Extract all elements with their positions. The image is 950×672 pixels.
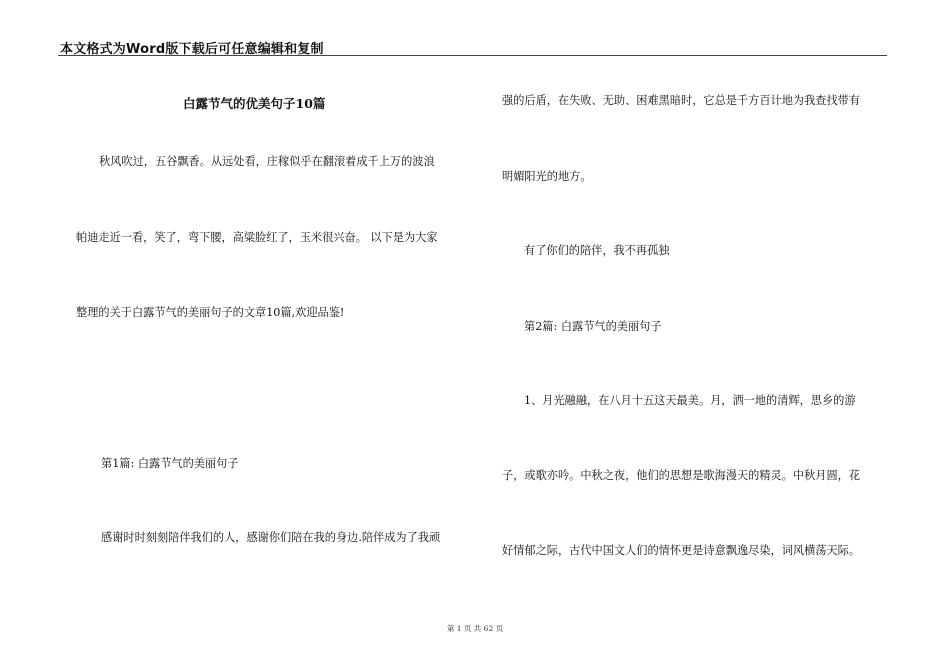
right-paragraph-line: 有了你们的陪伴，我不再孤独 <box>524 244 670 257</box>
banner-divider <box>58 55 887 56</box>
left-paragraph-line: 秋风吹过，五谷飘香。从远处看，庄稼似乎在翻滚着成千上万的波浪 <box>99 155 435 168</box>
right-paragraph-line: 明媚阳光的地方。 <box>502 170 592 183</box>
left-paragraph-line: 整理的关于白露节气的美丽句子的文章10篇,欢迎品鉴! <box>76 306 345 319</box>
document-banner: 本文格式为Word版下载后可任意编辑和复制 <box>60 42 324 57</box>
right-paragraph-line: 1、月光融融，在八月十五这天最美。月，洒一地的清辉，思乡的游 <box>524 394 856 407</box>
left-paragraph-line: 帕迪走近一看，笑了，弯下腰，高粱脸红了，玉米很兴奋。 以下是为大家 <box>76 231 438 244</box>
right-paragraph-line: 子，或歌亦吟。中秋之夜，他们的思想是歌海漫天的精灵。中秋月圆，花 <box>502 469 861 482</box>
page-number: 第 1 页 共 62 页 <box>446 624 504 633</box>
right-paragraph-line: 好情郁之际，古代中国文人们的情怀更是诗意飘逸尽染，词风横荡天际。 <box>502 544 861 557</box>
document-title: 白露节气的优美句子10篇 <box>183 96 326 111</box>
left-paragraph-line: 感谢时时刻刻陪伴我们的人，感谢你们陪在我的身边.陪伴成为了我顽 <box>101 531 441 544</box>
section-heading: 第2篇: 白露节气的美丽句子 <box>524 320 662 333</box>
section-heading: 第1篇: 白露节气的美丽句子 <box>101 457 239 470</box>
right-paragraph-line: 强的后盾，在失败、无助、困难黑暗时，它总是千方百计地为我查找带有 <box>502 94 861 107</box>
